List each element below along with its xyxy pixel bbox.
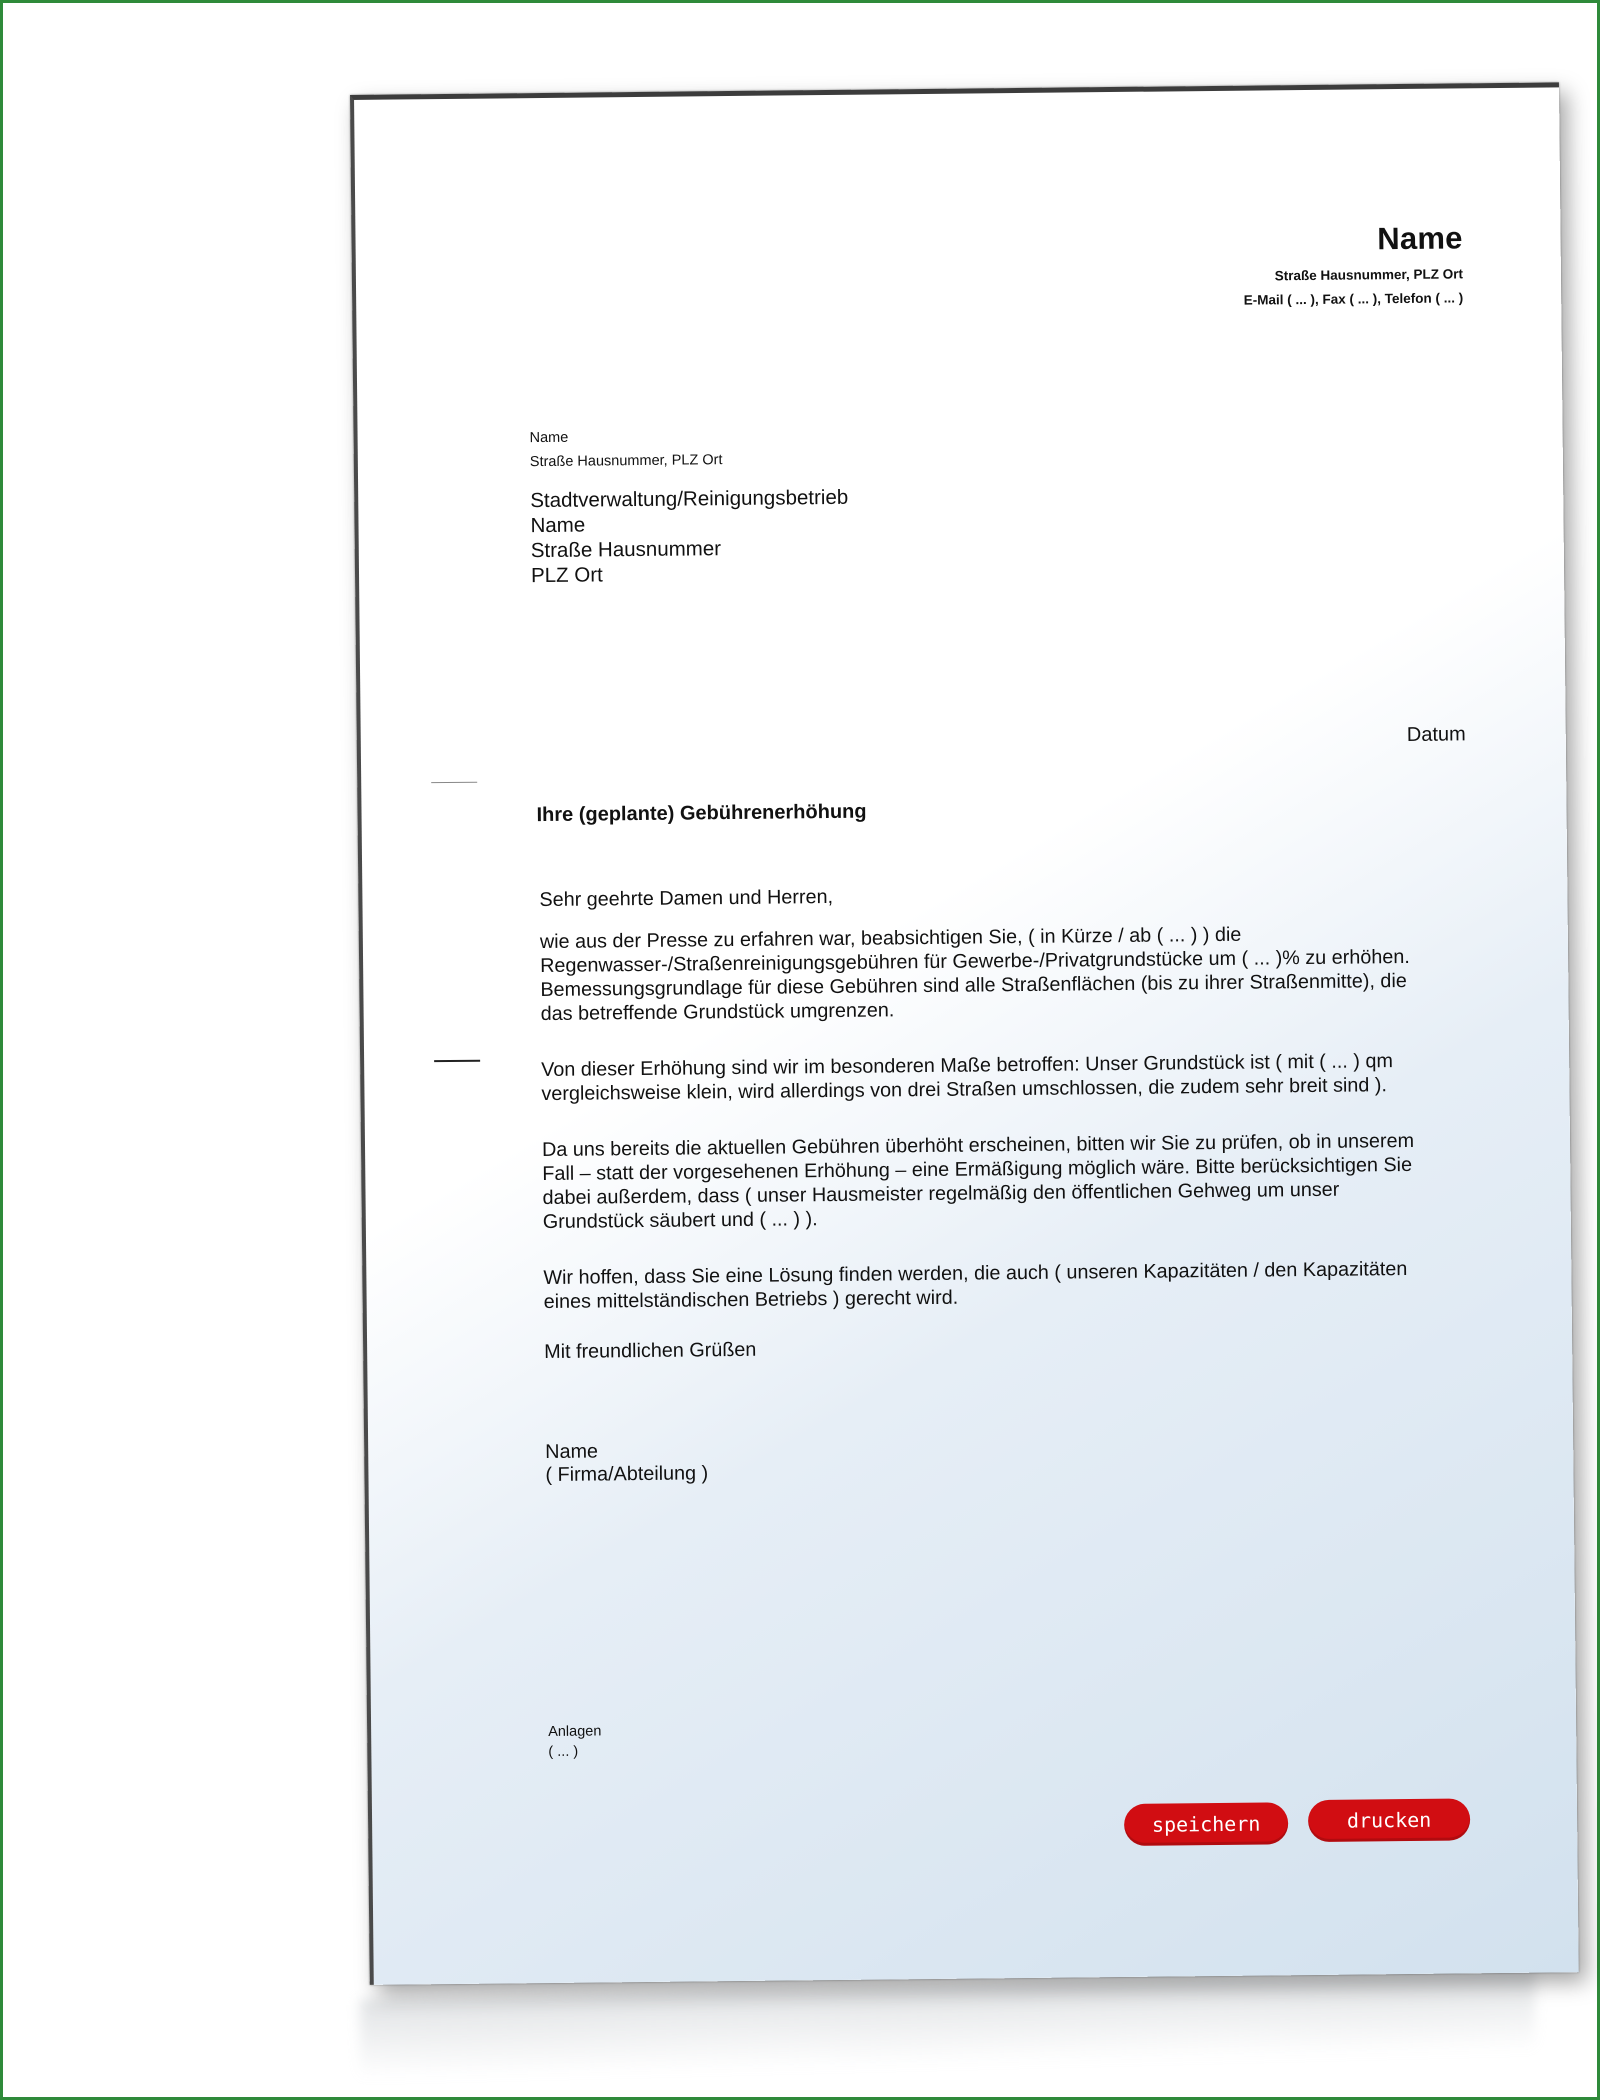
recipient-line-2: Name xyxy=(530,513,586,538)
fold-mark xyxy=(431,782,477,783)
letter-date: Datum xyxy=(1406,723,1466,746)
attachments-value: ( ... ) xyxy=(548,1743,579,1761)
return-address-name: Name xyxy=(529,429,569,447)
paragraph-2: Von dieser Erhöhung sind wir im besonderen Maße betroffen: Unser Grundstück ist ( mit ( ... ) qm vergleichsweise klein, wird allerdings von drei Straßen umschlossen, die zudem sehr breit sind ). xyxy=(541,1050,1393,1106)
paragraph-4: Wir hoffen, dass Sie eine Lösung finden werden, die auch ( unseren Kapazitäten / den Kapazitäten eines mittelständischen Betriebs ) gerecht wird. xyxy=(543,1257,1408,1314)
letter-subject: Ihre (geplante) Gebührenerhöhung xyxy=(536,800,867,827)
recipient-line-3: Straße Hausnummer xyxy=(530,537,722,563)
save-button[interactable]: speichern xyxy=(1124,1802,1288,1846)
paragraph-1: wie aus der Presse zu erfahren war, beabsichtigen Sie, ( in Kürze / ab ( ... ) ) die Regenwasser-/Straßenreinigungsgebühren für Gewerbe-/Privatgrundstücke um ( ... )% zu erhöhen. Bemessungsgrundlage für diese Gebühren sind alle Straßenflächen (bis zu ihrer Straßenmitte), die das betreffende Grundstück umgrenzen. xyxy=(539,923,1410,1026)
signature-name: Name xyxy=(545,1440,599,1464)
signature-department: ( Firma/Abteilung ) xyxy=(545,1462,709,1487)
return-address-street: Straße Hausnummer, PLZ Ort xyxy=(529,452,723,471)
letterhead-address: Straße Hausnummer, PLZ Ort xyxy=(1274,266,1464,284)
letterhead-name: Name xyxy=(1377,220,1463,257)
recipient-block xyxy=(530,485,849,588)
salutation: Sehr geehrte Damen und Herren, xyxy=(539,885,834,912)
recipient-line-1: Stadtverwaltung/Reinigungsbetrieb xyxy=(530,485,849,513)
print-button[interactable]: drucken xyxy=(1308,1798,1470,1842)
closing-phrase: Mit freundlichen Grüßen xyxy=(544,1338,757,1364)
letter-page xyxy=(350,82,1579,1985)
letterhead-contact: E-Mail ( ... ), Fax ( ... ), Telefon ( ... ) xyxy=(1243,290,1464,308)
recipient-line-4: PLZ Ort xyxy=(530,563,603,588)
attachments-label: Anlagen xyxy=(548,1723,602,1741)
paragraph-3: Da uns bereits die aktuellen Gebühren überhöht erscheinen, bitten wir Sie zu prüfen, ob in unserem Fall – statt der vorgesehenen Erhöhung – eine Ermäßigung möglich wäre. Bitte berücksichtigen Sie dabei außerdem, dass ( unser Hausmeister regelmäßig den öffentlichen Gehweg um unser Grundstück säubert und ( ... ) ). xyxy=(541,1129,1415,1234)
punch-mark xyxy=(434,1060,480,1062)
